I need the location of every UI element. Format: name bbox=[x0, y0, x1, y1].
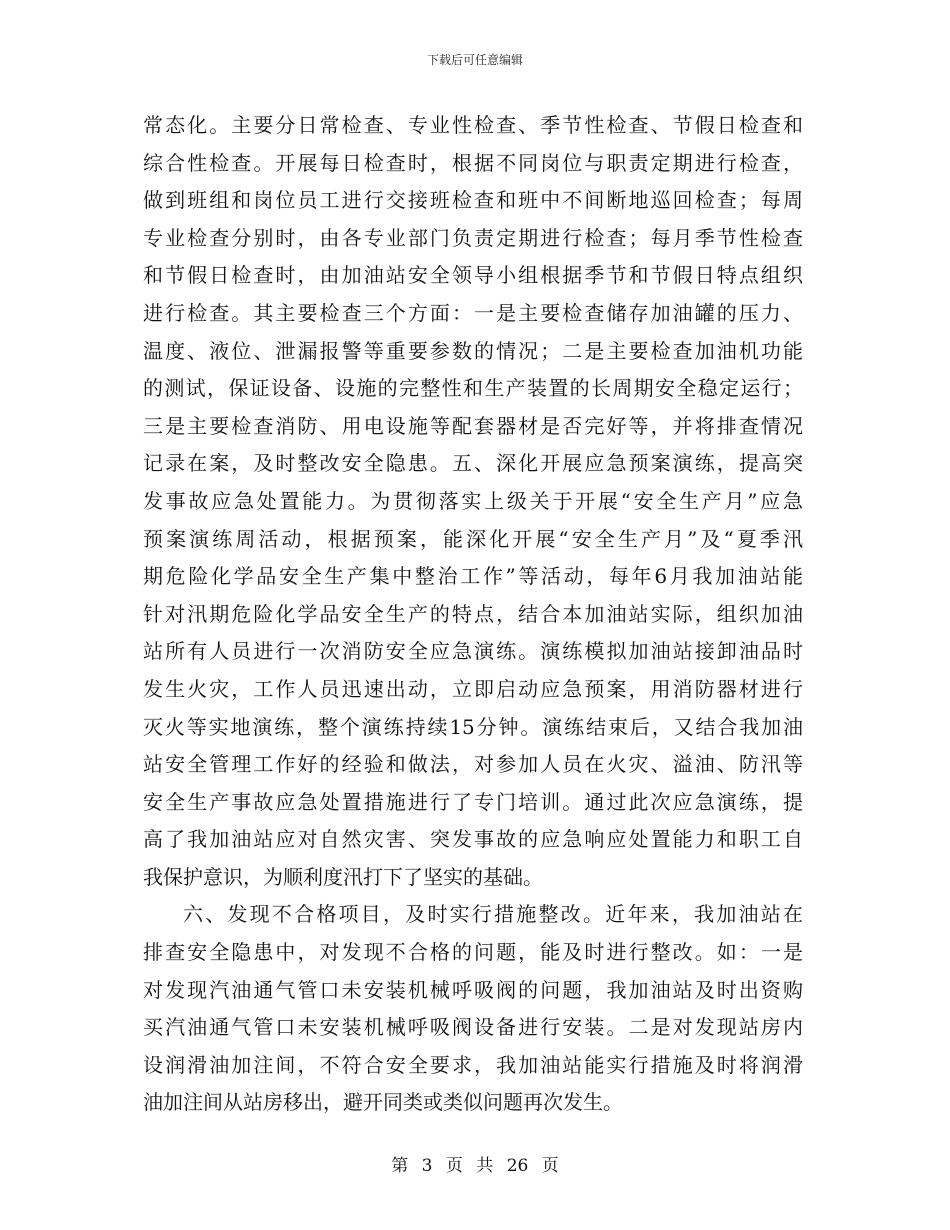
text-line: 站安全管理工作好的经验和做法，对参加人员在火灾、溢油、防汛等 bbox=[143, 752, 803, 777]
text-line: 进行检查。其主要检查三个方面：一是主要检查储存加油罐的压力、 bbox=[143, 300, 803, 325]
paragraph-2 bbox=[143, 896, 803, 1122]
text-line: 做到班组和岗位员工进行交接班检查和班中不间断地巡回检查；每周 bbox=[143, 188, 803, 213]
text-line: 设润滑油加注间，不符合安全要求，我加油站能实行措施及时将润滑 bbox=[143, 1052, 803, 1077]
text-line: 安全生产事故应急处置措施进行了专门培训。通过此次应急演练，提 bbox=[143, 789, 803, 814]
text-line: 期危险化学品安全生产集中整治工作”等活动，每年6月我加油站能 bbox=[143, 564, 803, 589]
text-line: 对发现汽油通气管口未安装机械呼吸阀的问题，我加油站及时出资购 bbox=[143, 977, 803, 1002]
text-line: 发事故应急处置能力。为贯彻落实上级关于开展“安全生产月”应急 bbox=[143, 488, 803, 513]
text-line: 发生火灾，工作人员迅速出动，立即启动应急预案，用消防器材进行 bbox=[143, 676, 803, 701]
text-line: 三是主要检查消防、用电设施等配套器材是否完好等，并将排查情况 bbox=[143, 413, 803, 438]
text-line: 专业检查分别时，由各专业部门负责定期进行检查；每月季节性检查 bbox=[143, 225, 803, 250]
text-line: 灭火等实地演练，整个演练持续15分钟。演练结束后，又结合我加油 bbox=[143, 714, 803, 739]
page-number: 第 3 页 共 26 页 bbox=[391, 1156, 559, 1176]
text-line: 记录在案，及时整改安全隐患。五、深化开展应急预案演练，提高突 bbox=[143, 451, 803, 476]
text-line: 高了我加油站应对自然灾害、突发事故的应急响应处置能力和职工自 bbox=[143, 827, 803, 852]
document-body bbox=[143, 107, 803, 1122]
text-line: 排查安全隐患中，对发现不合格的问题，能及时进行整改。如：一是 bbox=[143, 940, 803, 965]
page-header: 下载后可任意编辑 bbox=[426, 53, 523, 67]
text-line: 温度、液位、泄漏报警等重要参数的情况；二是主要检查加油机功能 bbox=[143, 338, 803, 363]
text-line: 站所有人员进行一次消防安全应急演练。演练模拟加油站接卸油品时 bbox=[143, 639, 803, 664]
text-line: 综合性检查。开展每日检查时，根据不同岗位与职责定期进行检查， bbox=[143, 150, 803, 175]
paragraph-1 bbox=[143, 107, 803, 896]
text-line: 油加注间从站房移出，避开同类或类似问题再次发生。 bbox=[143, 1090, 623, 1115]
text-line: 我保护意识，为顺利度汛打下了坚实的基础。 bbox=[143, 864, 543, 889]
text-line: 常态化。主要分日常检查、专业性检查、季节性检查、节假日检查和 bbox=[143, 113, 803, 137]
text-line: 买汽油通气管口未安装机械呼吸阀设备进行安装。二是对发现站房内 bbox=[143, 1015, 803, 1040]
text-line: 预案演练周活动，根据预案，能深化开展“安全生产月”及“夏季汛 bbox=[143, 526, 803, 551]
text-line: 的测试，保证设备、设施的完整性和生产装置的长周期安全稳定运行； bbox=[143, 376, 803, 401]
text-line: 和节假日检查时，由加油站安全领导小组根据季节和节假日特点组织 bbox=[143, 263, 803, 288]
text-line: 针对汛期危险化学品安全生产的特点，结合本加油站实际，组织加油 bbox=[143, 601, 803, 626]
text-line: 六、发现不合格项目，及时实行措施整改。近年来，我加油站在 bbox=[183, 902, 803, 927]
